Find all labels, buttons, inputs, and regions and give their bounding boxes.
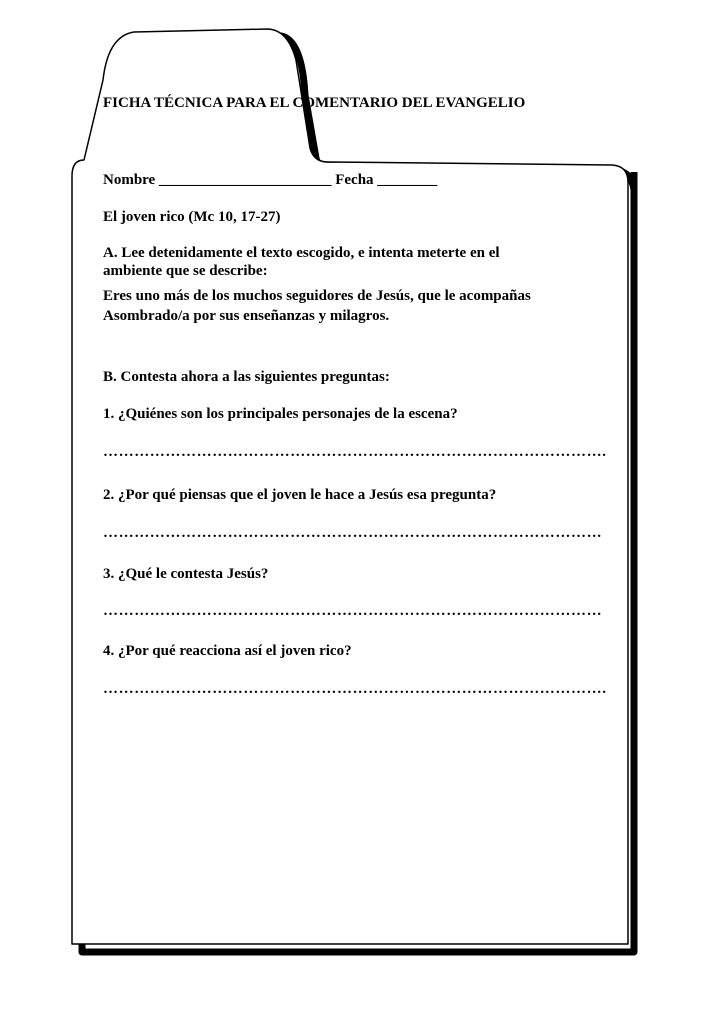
question-2: 2. ¿Por qué piensas que el joven le hace a Jesús esa pregunta?	[103, 487, 497, 503]
section-a-line-3: Eres uno más de los muchos seguidores de Jesús, que le acompañas	[103, 288, 531, 304]
section-a-line-1: A. Lee detenidamente el texto escogido, e intenta meterte en el	[103, 245, 500, 261]
answer-line-4[interactable]: …………………………………………………………………………………….	[103, 681, 607, 697]
section-a-line-2: ambiente que se describe:	[103, 263, 268, 279]
answer-line-1[interactable]: …………………………………………………………………………………….	[103, 444, 607, 460]
answer-line-3[interactable]: ……………………………………………………………………………………	[103, 603, 603, 619]
question-3: 3. ¿Qué le contesta Jesús?	[103, 566, 269, 582]
question-4: 4. ¿Por qué reacciona así el joven rico?	[103, 643, 352, 659]
page-title: FICHA TÉCNICA PARA EL COMENTARIO DEL EVANGELIO	[103, 95, 526, 111]
section-b-heading: B. Contesta ahora a las siguientes preguntas:	[103, 369, 390, 385]
section-a-line-4: Asombrado/a por sus enseñanzas y milagros.	[103, 308, 390, 324]
question-1: 1. ¿Quiénes son los principales personajes de la escena?	[103, 406, 458, 422]
answer-line-2[interactable]: ……………………………………………………………………………………	[103, 525, 603, 541]
name-date-line[interactable]: Nombre _______________________ Fecha ________	[103, 172, 438, 188]
passage-reference: El joven rico (Mc 10, 17-27)	[103, 209, 281, 225]
